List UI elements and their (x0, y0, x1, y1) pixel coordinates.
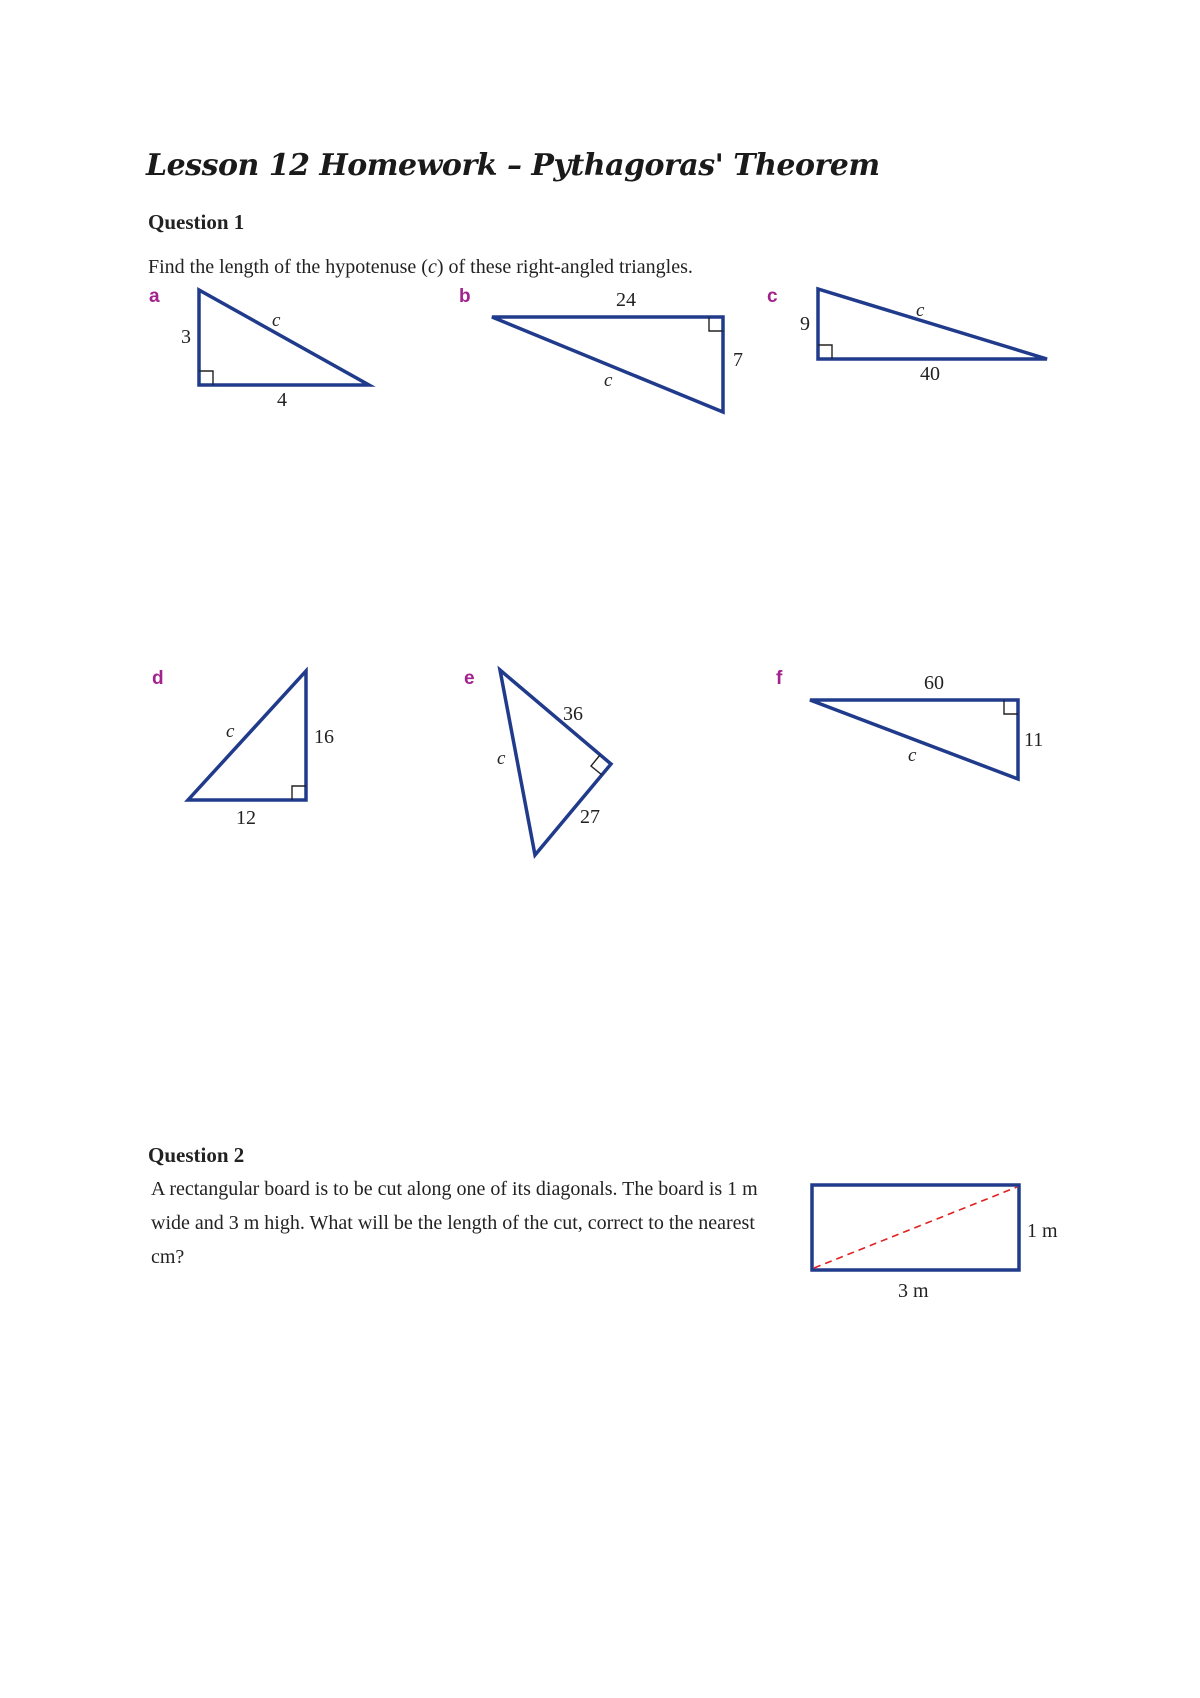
triangle-c-hypotenuse: c (916, 300, 925, 321)
triangle-d-side-1: 16 (314, 726, 334, 748)
triangle-a-label: a (149, 286, 160, 307)
triangle-d-label: d (152, 668, 164, 689)
question-2-text: A rectangular board is to be cut along one of its diagonals. The board is 1 m wide and 3 m high. What will be the length of the cut, correct to the nearest cm? (151, 1178, 758, 1268)
triangle-f-right-angle (1004, 700, 1018, 714)
board-diagonal-cut (814, 1187, 1017, 1268)
question-2-heading: Question 2 (148, 1143, 245, 1167)
triangle-f-label: f (776, 668, 783, 689)
triangle-e-right-angle (591, 755, 602, 775)
triangle-b (459, 286, 743, 412)
board-width-label: 3 m (898, 1280, 929, 1302)
board-height-label: 1 m (1027, 1220, 1058, 1242)
instruction-part-1: Find the length of the hypotenuse ( (148, 256, 428, 278)
triangle-e-side-2: 27 (580, 806, 600, 828)
triangle-d (152, 668, 334, 829)
question-1-heading: Question 1 (148, 210, 245, 234)
triangle-f-shape (810, 700, 1018, 779)
triangle-e-label: e (464, 668, 475, 689)
triangle-e-hypotenuse: c (497, 748, 506, 769)
instruction-part-2: ) of these right-angled triangles. (436, 256, 693, 278)
triangle-c-shape (818, 289, 1047, 359)
instruction-variable: c (427, 256, 437, 278)
triangle-b-side-2: 7 (733, 349, 743, 371)
triangle-a-hypotenuse: c (272, 310, 281, 331)
triangle-f (776, 668, 1043, 779)
triangle-e-side-1: 36 (563, 703, 583, 725)
triangle-f-hypotenuse: c (908, 745, 917, 766)
triangle-a-right-angle (199, 371, 213, 385)
triangle-f-side-2: 11 (1024, 729, 1044, 751)
triangle-a-side-2: 4 (277, 389, 287, 411)
triangle-b-side-1: 24 (616, 289, 636, 311)
triangle-a-side-1: 3 (181, 326, 191, 348)
triangle-d-right-angle (292, 786, 306, 800)
triangle-d-hypotenuse: c (226, 721, 235, 742)
triangle-c-side-1: 9 (800, 313, 810, 335)
triangle-b-label: b (459, 286, 471, 307)
triangle-d-shape (188, 671, 306, 800)
triangle-b-hypotenuse: c (604, 370, 613, 391)
triangle-c-side-2: 40 (920, 363, 940, 385)
triangle-b-right-angle (709, 317, 723, 331)
triangle-b-shape (492, 317, 723, 412)
triangle-c-label: c (767, 286, 778, 307)
triangle-a-shape (199, 290, 369, 385)
triangle-c (767, 286, 1047, 385)
triangle-f-side-1: 60 (924, 672, 944, 694)
triangle-e (464, 668, 611, 855)
triangle-c-right-angle (818, 345, 832, 359)
board-diagram (812, 1185, 1058, 1302)
page-title: Lesson 12 Homework – Pythagoras' Theorem (146, 148, 880, 183)
triangle-a (149, 286, 369, 411)
triangle-d-side-2: 12 (236, 807, 256, 829)
